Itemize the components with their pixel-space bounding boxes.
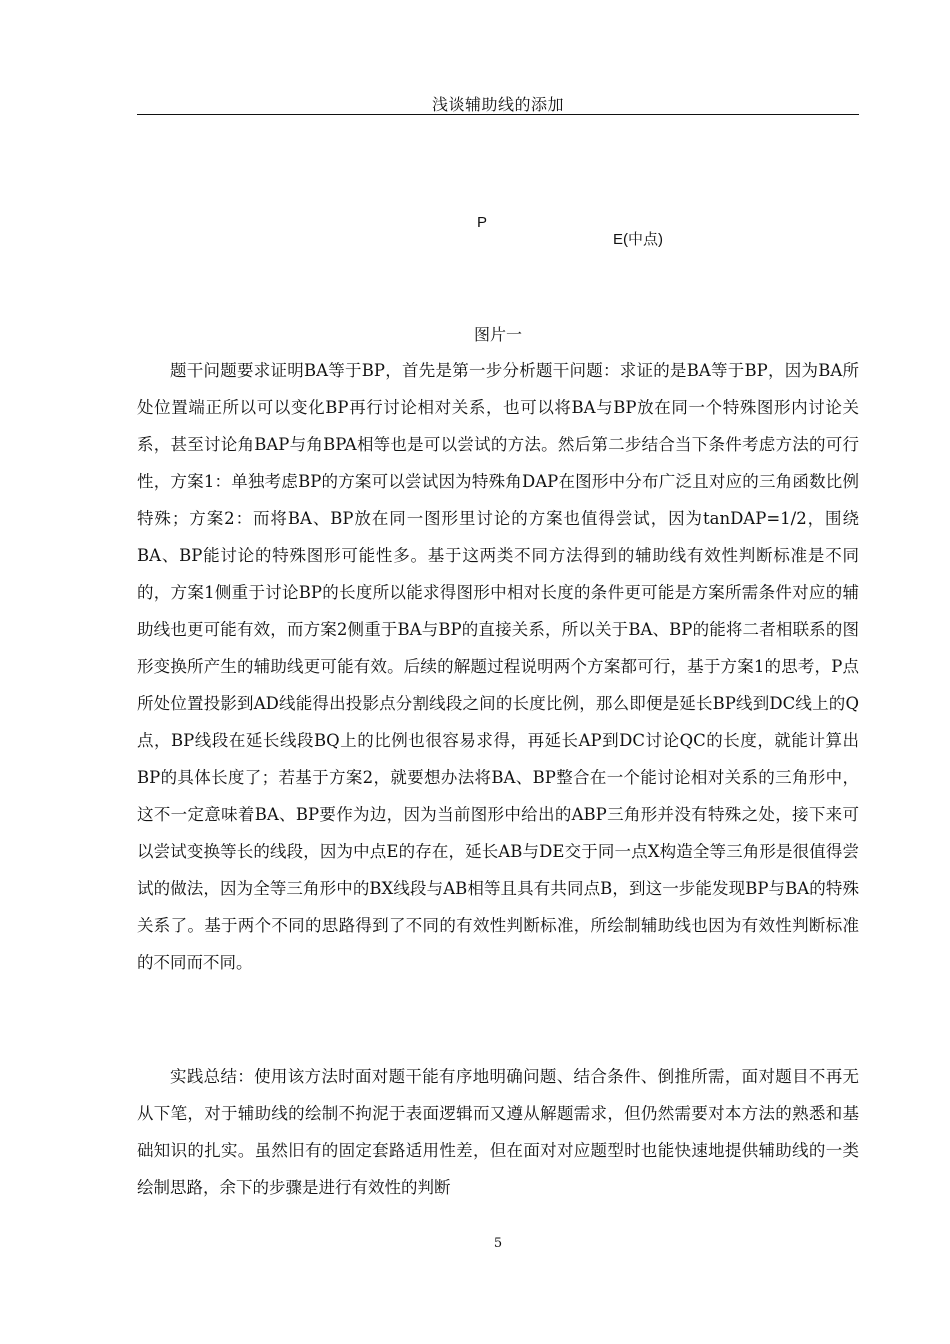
body-paragraph-analysis: 题干问题要求证明BA等于BP，首先是第一步分析题干问题：求证的是BA等于BP，因为BA所处位置端正所以可以变化BP再行讨论相对关系，也可以将BA与BP放在同一个特殊图形内讨论关系，甚至讨论角BAP与角BPA相等也是可以尝试的方法。然后第二步结合当下条件考虑方法的可行性，方案1：单独考虑BP的方案可以尝试因为特殊角DAP在图形中分布广泛且对应的三角函数比例特殊；方案2：而将BA、BP放在同一图形里讨论的方案也值得尝试，因为tanDAP=1/2，围绕BA、BP能讨论的特殊图形可能性多。基于这两类不同方法得到的辅助线有效性判断标准是不同的，方案1侧重于讨论BP的长度所以能求得图形中相对长度的条件更可能是方案所需条件对应的辅助线也更可能有效，而方案2侧重于BA与BP的直接关系，所以关于BA、BP的能将二者相联系的图形变换所产生的辅助线更可能有效。后续的解题过程说明两个方案都可行，基于方案1的思考，P点所处位置投影到AD线能得出投影点分割线段之间的长度比例，那么即便是延长BP线到DC线上的Q点，BP线段在延长线段BQ上的比例也很容易求得，再延长AP到DC讨论QC的长度，就能计算出BP的具体长度了；若基于方案2，就要想办法将BA、BP整合在一个能讨论相对关系的三角形中，这不一定意味着BA、BP要作为边，因为当前图形中给出的ABP三角形并没有特殊之处，接下来可以尝试变换等长的线段，因为中点E的存在，延长AB与DE交于同一点X构造全等三角形是很值得尝试的做法，因为全等三角形中的BX线段与AB相等且具有共同点B，到这一步能发现BP与BA的特殊关系了。基于两个不同的思路得到了不同的有效性判断标准，所绘制辅助线也因为有效性判断标准的不同而不同。 bbox=[137, 361, 859, 972]
page-number: 5 bbox=[493, 1236, 503, 1251]
body-paragraph-summary: 实践总结：使用该方法时面对题干能有序地明确问题、结合条件、倒推所需，面对题目不再无从下笔，对于辅助线的绘制不拘泥于表面逻辑而又遵从解题需求，但仍然需要对本方法的熟悉和基础知识的扎实。虽然旧有的固定套路适用性差，但在面对对应题型时也能快速地提供辅助线的一类绘制思路，余下的步骤是进行有效性的判断 bbox=[137, 1067, 859, 1197]
figure-caption: 图片一 bbox=[473, 325, 522, 344]
page-header-title: 浅谈辅助线的添加 bbox=[431, 95, 564, 114]
figure-label-e-midpoint: E(中点) bbox=[613, 231, 663, 248]
header-rule bbox=[137, 114, 859, 115]
figure-label-p: P bbox=[477, 214, 488, 231]
